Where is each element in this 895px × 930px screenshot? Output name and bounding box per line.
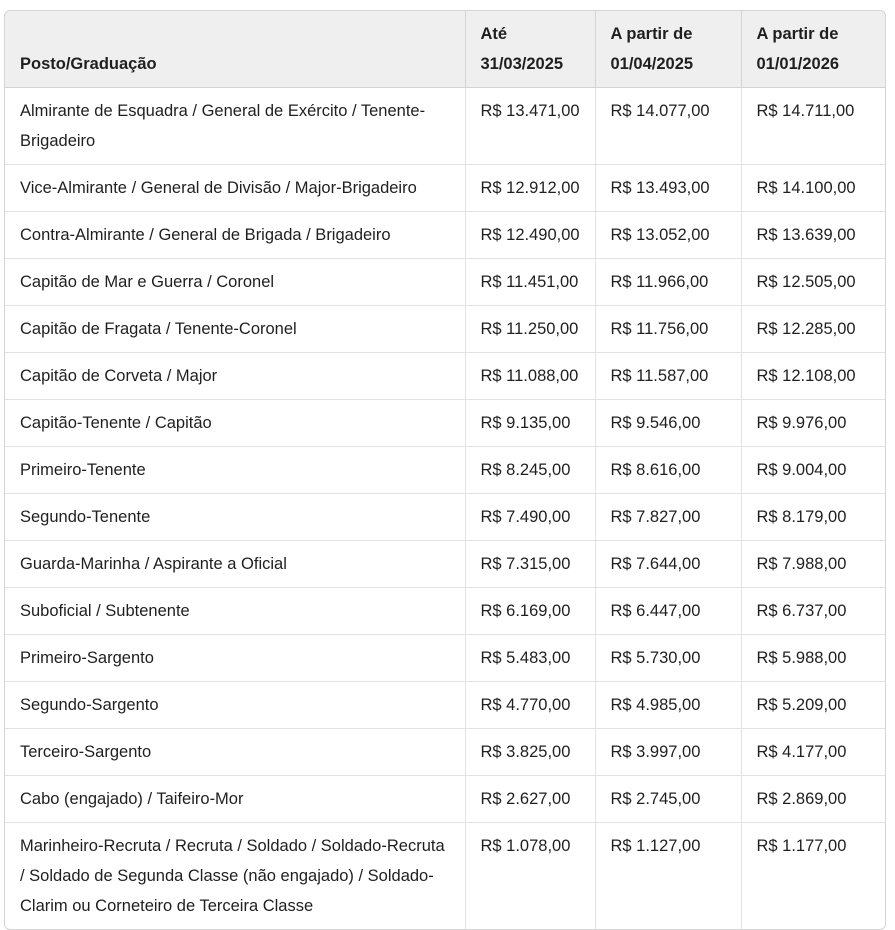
value-from-2025-04-01-cell: R$ 13.493,00 bbox=[595, 165, 741, 212]
table-row bbox=[5, 494, 885, 541]
value-from-2025-04-01-cell: R$ 11.587,00 bbox=[595, 353, 741, 400]
rank-cell: Suboficial / Subtenente bbox=[5, 588, 465, 635]
table-row bbox=[5, 165, 885, 212]
value-from-2025-04-01-cell: R$ 4.985,00 bbox=[595, 682, 741, 729]
rank-cell: Cabo (engajado) / Taifeiro-Mor bbox=[5, 776, 465, 823]
rank-cell: Contra-Almirante / General de Brigada / Brigadeiro bbox=[5, 212, 465, 259]
value-until-2025-03-31-cell: R$ 12.490,00 bbox=[465, 212, 595, 259]
rank-cell: Capitão de Fragata / Tenente-Coronel bbox=[5, 306, 465, 353]
value-until-2025-03-31-cell: R$ 6.169,00 bbox=[465, 588, 595, 635]
value-until-2025-03-31-cell: R$ 13.471,00 bbox=[465, 88, 595, 165]
table-row bbox=[5, 776, 885, 823]
value-until-2025-03-31-cell: R$ 11.451,00 bbox=[465, 259, 595, 306]
table-row bbox=[5, 823, 885, 930]
value-until-2025-03-31-cell: R$ 8.245,00 bbox=[465, 447, 595, 494]
value-until-2025-03-31-cell: R$ 7.315,00 bbox=[465, 541, 595, 588]
table-row bbox=[5, 541, 885, 588]
value-until-2025-03-31-cell: R$ 9.135,00 bbox=[465, 400, 595, 447]
table-row bbox=[5, 353, 885, 400]
value-from-2025-04-01-cell: R$ 11.756,00 bbox=[595, 306, 741, 353]
value-from-2026-01-01-cell: R$ 12.285,00 bbox=[741, 306, 885, 353]
value-until-2025-03-31-cell: R$ 11.088,00 bbox=[465, 353, 595, 400]
table-row bbox=[5, 588, 885, 635]
value-from-2026-01-01-cell: R$ 5.209,00 bbox=[741, 682, 885, 729]
table-row bbox=[5, 259, 885, 306]
rank-cell: Capitão de Mar e Guerra / Coronel bbox=[5, 259, 465, 306]
table-row bbox=[5, 682, 885, 729]
table-row bbox=[5, 635, 885, 682]
value-from-2025-04-01-cell: R$ 7.827,00 bbox=[595, 494, 741, 541]
value-from-2026-01-01-cell: R$ 9.976,00 bbox=[741, 400, 885, 447]
value-from-2025-04-01-cell: R$ 5.730,00 bbox=[595, 635, 741, 682]
rank-cell: Segundo-Tenente bbox=[5, 494, 465, 541]
column-header-from-2026-01-01: A partir de 01/01/2026 bbox=[741, 11, 885, 88]
value-from-2025-04-01-cell: R$ 8.616,00 bbox=[595, 447, 741, 494]
value-from-2026-01-01-cell: R$ 6.737,00 bbox=[741, 588, 885, 635]
value-from-2025-04-01-cell: R$ 3.997,00 bbox=[595, 729, 741, 776]
header-row bbox=[5, 11, 885, 88]
table-row bbox=[5, 88, 885, 165]
rank-cell: Guarda-Marinha / Aspirante a Oficial bbox=[5, 541, 465, 588]
column-header-from-2025-04-01: A partir de 01/04/2025 bbox=[595, 11, 741, 88]
table-row bbox=[5, 212, 885, 259]
value-until-2025-03-31-cell: R$ 11.250,00 bbox=[465, 306, 595, 353]
value-until-2025-03-31-cell: R$ 2.627,00 bbox=[465, 776, 595, 823]
value-until-2025-03-31-cell: R$ 12.912,00 bbox=[465, 165, 595, 212]
value-until-2025-03-31-cell: R$ 3.825,00 bbox=[465, 729, 595, 776]
rank-cell: Segundo-Sargento bbox=[5, 682, 465, 729]
rank-cell: Capitão de Corveta / Major bbox=[5, 353, 465, 400]
value-until-2025-03-31-cell: R$ 1.078,00 bbox=[465, 823, 595, 930]
value-from-2026-01-01-cell: R$ 4.177,00 bbox=[741, 729, 885, 776]
table-row bbox=[5, 306, 885, 353]
rank-cell: Primeiro-Tenente bbox=[5, 447, 465, 494]
rank-cell: Marinheiro-Recruta / Recruta / Soldado / Soldado-Recruta / Soldado de Segunda Classe (não engajado) / Soldado-Clarim ou Corneteiro de Terceira Classe bbox=[20, 837, 445, 915]
value-from-2026-01-01-cell: R$ 9.004,00 bbox=[741, 447, 885, 494]
value-from-2025-04-01-cell: R$ 11.966,00 bbox=[595, 259, 741, 306]
value-from-2026-01-01-cell: R$ 13.639,00 bbox=[741, 212, 885, 259]
table-body bbox=[5, 88, 885, 930]
value-from-2025-04-01-cell: R$ 14.077,00 bbox=[595, 88, 741, 165]
value-until-2025-03-31-cell: R$ 5.483,00 bbox=[465, 635, 595, 682]
rank-cell: Vice-Almirante / General de Divisão / Major-Brigadeiro bbox=[5, 165, 465, 212]
value-from-2026-01-01-cell: R$ 8.179,00 bbox=[741, 494, 885, 541]
table-row bbox=[5, 400, 885, 447]
value-from-2025-04-01-cell: R$ 7.644,00 bbox=[595, 541, 741, 588]
value-from-2025-04-01-cell: R$ 9.546,00 bbox=[595, 400, 741, 447]
column-header-until-2025-03-31: Até 31/03/2025 bbox=[465, 11, 595, 88]
value-from-2026-01-01-cell: R$ 14.100,00 bbox=[741, 165, 885, 212]
value-until-2025-03-31-cell: R$ 4.770,00 bbox=[465, 682, 595, 729]
value-from-2026-01-01-cell: R$ 14.711,00 bbox=[741, 88, 885, 165]
rank-cell: Terceiro-Sargento bbox=[5, 729, 465, 776]
table-header bbox=[5, 11, 885, 88]
value-from-2025-04-01-cell: R$ 13.052,00 bbox=[595, 212, 741, 259]
value-from-2026-01-01-cell: R$ 7.988,00 bbox=[741, 541, 885, 588]
table-row bbox=[5, 729, 885, 776]
value-from-2026-01-01-cell: R$ 12.505,00 bbox=[741, 259, 885, 306]
rank-cell: Primeiro-Sargento bbox=[5, 635, 465, 682]
salary-table bbox=[5, 11, 885, 929]
value-from-2025-04-01-cell: R$ 2.745,00 bbox=[595, 776, 741, 823]
column-header-rank: Posto/Graduação bbox=[5, 11, 465, 88]
value-from-2025-04-01-cell: R$ 1.127,00 bbox=[595, 823, 741, 930]
value-from-2026-01-01-cell: R$ 1.177,00 bbox=[741, 823, 885, 930]
table-row bbox=[5, 447, 885, 494]
value-until-2025-03-31-cell: R$ 7.490,00 bbox=[465, 494, 595, 541]
rank-cell: Almirante de Esquadra / General de Exército / Tenente-Brigadeiro bbox=[5, 88, 465, 165]
salary-table-container bbox=[4, 10, 886, 930]
value-from-2026-01-01-cell: R$ 12.108,00 bbox=[741, 353, 885, 400]
value-from-2026-01-01-cell: R$ 5.988,00 bbox=[741, 635, 885, 682]
value-from-2026-01-01-cell: R$ 2.869,00 bbox=[741, 776, 885, 823]
value-from-2025-04-01-cell: R$ 6.447,00 bbox=[595, 588, 741, 635]
rank-cell: Capitão-Tenente / Capitão bbox=[5, 400, 465, 447]
